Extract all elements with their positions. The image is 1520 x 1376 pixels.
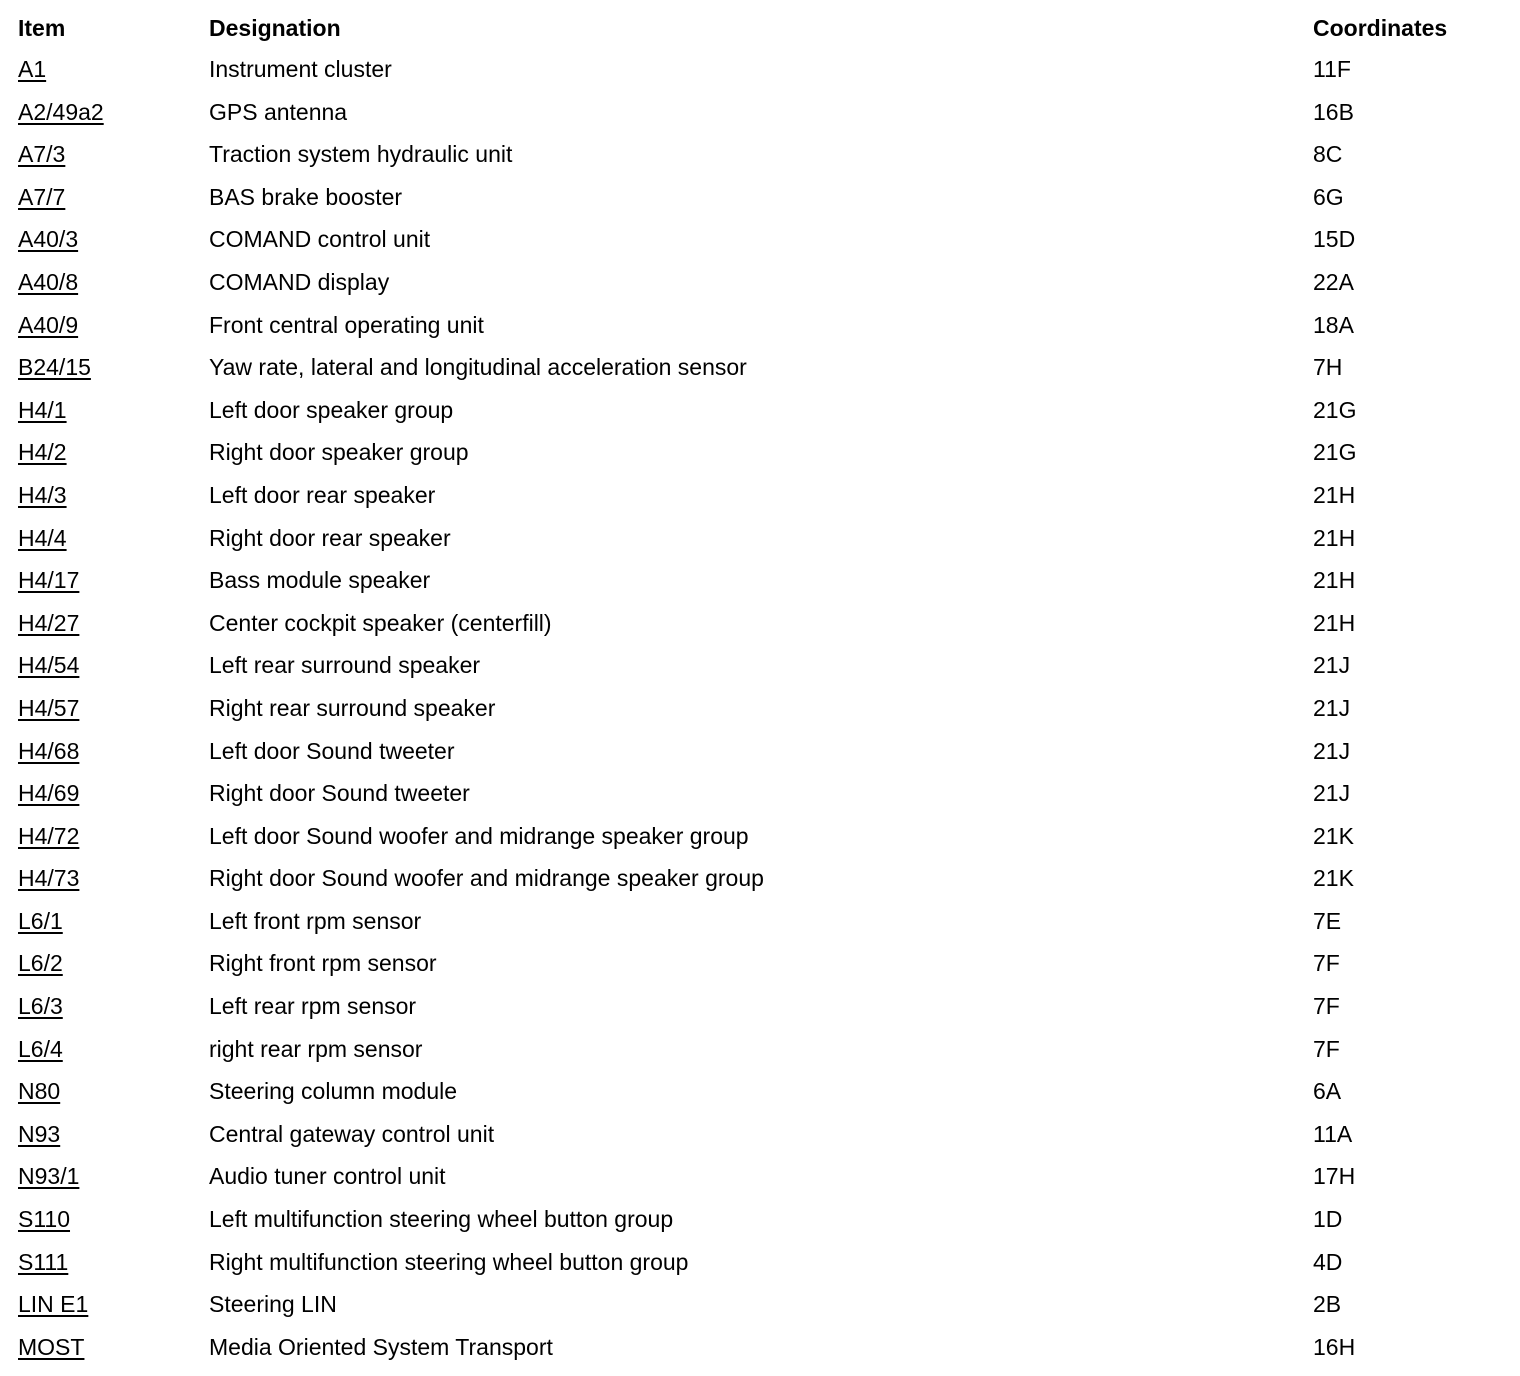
item-link[interactable]: B24/15 (18, 354, 91, 381)
table-row (18, 559, 1508, 602)
item-link[interactable]: A40/3 (18, 226, 79, 253)
item-link[interactable]: H4/68 (18, 737, 80, 764)
coordinates-cell: 22A (1313, 268, 1354, 295)
table-row (18, 602, 1508, 645)
coordinates-cell: 8C (1313, 141, 1343, 168)
coordinates-cell: 21H (1313, 481, 1356, 508)
table-row (18, 304, 1508, 347)
designation-cell: Center cockpit speaker (centerfill) (209, 609, 552, 636)
designation-cell: COMAND control unit (209, 226, 431, 253)
designation-cell: Left multifunction steering wheel button group (209, 1206, 674, 1233)
designation-cell: Right door Sound tweeter (209, 780, 470, 807)
coordinates-column-header: Coordinates (1313, 15, 1448, 41)
item-link[interactable]: A1 (18, 56, 47, 82)
coordinates-cell: 21J (1313, 694, 1351, 721)
table-row (18, 1113, 1508, 1156)
coordinates-cell: 15D (1313, 226, 1356, 253)
item-link[interactable]: MOST (18, 1333, 85, 1360)
item-link[interactable]: A2/49a2 (18, 98, 104, 125)
item-link[interactable]: L6/3 (18, 993, 63, 1020)
designation-cell: Left door rear speaker (209, 481, 436, 508)
designation-cell: Right door Sound woofer and midrange speaker group (209, 865, 764, 892)
designation-cell: Steering LIN (209, 1291, 337, 1318)
table-row (18, 389, 1508, 432)
table-row (18, 133, 1508, 176)
item-link[interactable]: N80 (18, 1078, 61, 1105)
designation-cell: Left rear surround speaker (209, 652, 481, 679)
item-link[interactable]: A40/8 (18, 268, 79, 295)
table-row (18, 91, 1508, 134)
table-row (18, 815, 1508, 858)
coordinates-cell: 21K (1313, 822, 1354, 849)
table-row (18, 1283, 1508, 1326)
coordinates-cell: 1D (1313, 1206, 1343, 1233)
coordinates-cell: 16H (1313, 1333, 1356, 1360)
item-link[interactable]: H4/57 (18, 694, 80, 721)
designation-cell: Media Oriented System Transport (209, 1333, 553, 1360)
coordinates-cell: 21H (1313, 609, 1356, 636)
coordinates-cell: 7F (1313, 950, 1340, 977)
item-link[interactable]: L6/2 (18, 950, 63, 977)
designation-cell: Instrument cluster (209, 56, 392, 82)
coordinates-cell: 21K (1313, 865, 1354, 892)
table-row (18, 1028, 1508, 1071)
coordinates-cell: 21J (1313, 780, 1351, 807)
table-row (18, 1326, 1508, 1369)
coordinates-cell: 7E (1313, 907, 1342, 934)
coordinates-cell: 21J (1313, 652, 1351, 679)
table-row (18, 474, 1508, 517)
item-link[interactable]: H4/72 (18, 822, 80, 849)
item-link[interactable]: L6/1 (18, 907, 63, 934)
coordinates-cell: 16B (1313, 98, 1354, 125)
item-link[interactable]: A40/9 (18, 311, 79, 338)
coordinates-cell: 21G (1313, 396, 1357, 423)
table-row (18, 1198, 1508, 1241)
item-column-header: Item (18, 15, 66, 41)
coordinates-cell: 21G (1313, 439, 1357, 466)
designation-cell: Right door rear speaker (209, 524, 451, 551)
item-link[interactable]: H4/27 (18, 609, 80, 636)
item-link[interactable]: H4/17 (18, 567, 80, 594)
table-row (18, 772, 1508, 815)
item-link[interactable]: A7/3 (18, 141, 66, 168)
designation-cell: Audio tuner control unit (209, 1163, 446, 1190)
table-row (18, 48, 1508, 91)
table-row (18, 942, 1508, 985)
table-row (18, 176, 1508, 219)
table-row (18, 517, 1508, 560)
item-link[interactable]: L6/4 (18, 1035, 63, 1062)
coordinates-cell: 7F (1313, 993, 1340, 1020)
coordinates-cell: 18A (1313, 311, 1354, 338)
designation-cell: Right rear surround speaker (209, 694, 496, 721)
table-row (18, 1155, 1508, 1198)
item-link[interactable]: H4/69 (18, 780, 80, 807)
designation-cell: Right door speaker group (209, 439, 469, 466)
designation-cell: Right front rpm sensor (209, 950, 437, 977)
coordinates-cell: 11A (1313, 1120, 1353, 1147)
designation-cell: Left door Sound tweeter (209, 737, 455, 764)
coordinates-cell: 6A (1313, 1078, 1342, 1105)
designation-column-header: Designation (209, 15, 341, 41)
table-row (18, 1070, 1508, 1113)
designation-cell: Central gateway control unit (209, 1120, 495, 1147)
coordinates-cell: 21H (1313, 524, 1356, 551)
coordinates-cell: 4D (1313, 1248, 1343, 1275)
coordinates-cell: 11F (1313, 56, 1351, 82)
designation-cell: right rear rpm sensor (209, 1035, 423, 1062)
item-link[interactable]: S111 (18, 1248, 69, 1275)
table-row (18, 261, 1508, 304)
item-link[interactable]: H4/1 (18, 396, 67, 423)
item-link[interactable]: H4/3 (18, 481, 67, 508)
coordinates-cell: 2B (1313, 1291, 1342, 1318)
designation-cell: Traction system hydraulic unit (209, 141, 513, 168)
designation-cell: Left door speaker group (209, 396, 454, 423)
table-row (18, 687, 1508, 730)
item-link[interactable]: H4/73 (18, 865, 80, 892)
designation-cell: Bass module speaker (209, 567, 431, 594)
table-header-row (18, 8, 1508, 48)
item-link[interactable]: H4/54 (18, 652, 80, 679)
table-body (18, 48, 1508, 1368)
coordinates-cell: 21J (1313, 737, 1351, 764)
designation-cell: Right multifunction steering wheel button group (209, 1248, 689, 1275)
coordinates-cell: 17H (1313, 1163, 1356, 1190)
designation-cell: Steering column module (209, 1078, 458, 1105)
table-row (18, 1241, 1508, 1284)
item-link[interactable]: S110 (18, 1206, 71, 1233)
coordinates-cell: 7F (1313, 1035, 1340, 1062)
item-link[interactable]: N93/1 (18, 1163, 80, 1190)
item-link[interactable]: LIN E1 (18, 1291, 89, 1318)
coordinates-cell: 6G (1313, 183, 1344, 210)
table-row (18, 431, 1508, 474)
item-link[interactable]: A7/7 (18, 183, 66, 210)
item-link[interactable]: H4/2 (18, 439, 67, 466)
table-row (18, 644, 1508, 687)
coordinates-cell: 21H (1313, 567, 1356, 594)
designation-cell: COMAND display (209, 268, 390, 295)
item-link[interactable]: H4/4 (18, 524, 67, 551)
designation-cell: Left door Sound woofer and midrange speaker group (209, 822, 749, 849)
table-row (18, 900, 1508, 943)
table-row (18, 985, 1508, 1028)
coordinates-cell: 7H (1313, 354, 1343, 381)
item-link[interactable]: N93 (18, 1120, 61, 1147)
table-row (18, 730, 1508, 773)
designation-cell: Yaw rate, lateral and longitudinal acceleration sensor (209, 354, 747, 381)
designation-cell: Left front rpm sensor (209, 907, 422, 934)
designation-cell: Left rear rpm sensor (209, 993, 417, 1020)
component-legend-table (18, 8, 1508, 1368)
designation-cell: Front central operating unit (209, 311, 484, 338)
table-row (18, 857, 1508, 900)
table-row (18, 218, 1508, 261)
designation-cell: GPS antenna (209, 98, 348, 125)
table-row (18, 346, 1508, 389)
designation-cell: BAS brake booster (209, 183, 403, 210)
